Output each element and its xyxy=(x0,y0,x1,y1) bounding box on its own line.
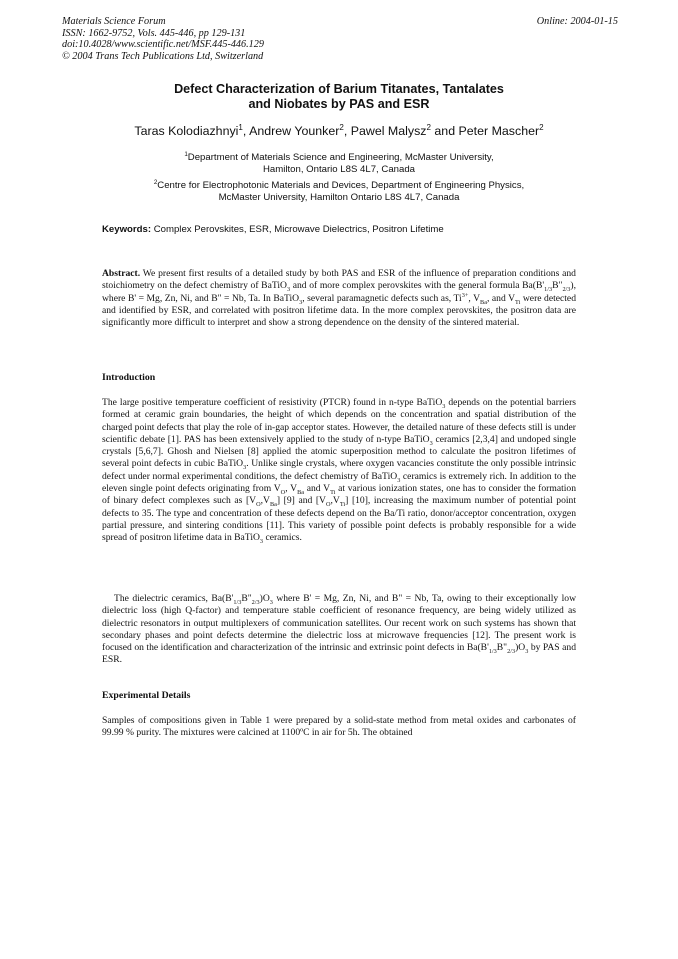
author-list: Taras Kolodiazhnyi$^1$, Andrew Younker$^2$, Pawel Malysz$^2$ and Peter Mascher$^2$ xyxy=(134,122,544,138)
subscript: 3 xyxy=(286,286,291,294)
text-run: B" xyxy=(241,593,252,604)
text-run: The dielectric ceramics, Ba(B' xyxy=(114,593,234,604)
experimental-details-heading: Experimental Details xyxy=(102,690,191,701)
subscript: 2/3 xyxy=(562,286,571,294)
subscript: Ti xyxy=(330,488,336,496)
text-run: ] [10], increasing the maximum number of potential point defects to 35. The type and concentration of these defects depend on the Ba/Ti ratio, donor/acceptor concentration, oxygen partial pressure, and sintering conditions [11]. This variety of possible point defects is probably responsible for a wide spread of positron lifetime data in BaTiO xyxy=(102,495,576,544)
text-run: where B' = Mg, Zn, Ni, and B" = Nb, Ta, owing to their exceptionally low dielectric loss (high Q-factor) and temperature stable coefficient of resonance frequency, are being widely utilized as dielectric resonators in output multiplexers of communication satellites. Our recent work on such systems has shown that secondary phases and point defects determine the dielectric loss at microwave frequencies [12]. The present work is focused on the identification and characterization of the intrinsic and extrinsic point defects in Ba(B' xyxy=(102,593,576,654)
author-name: Taras Kolodiazhnyi xyxy=(134,124,239,138)
author-affiliation-mark: 2 xyxy=(426,122,431,132)
abstract-label: Abstract. xyxy=(102,268,141,279)
subscript: 3 xyxy=(429,439,433,447)
title-line-2: and Niobates by PAS and ESR xyxy=(248,97,430,111)
subscript: O xyxy=(280,488,286,496)
text-run: ,V xyxy=(260,495,270,507)
copyright-line: © 2004 Trans Tech Publications Ltd, Switzerland xyxy=(62,50,264,62)
author-name: Pawel Malysz xyxy=(350,124,427,138)
affiliation-line: Centre for Electrophotonic Materials and Devices, Department of Engineering Physics, xyxy=(157,180,525,191)
text-run: )O xyxy=(515,642,526,654)
introduction-paragraph-2 xyxy=(102,593,576,667)
subscript: 3 xyxy=(269,598,273,606)
author-name: Andrew Younker xyxy=(249,124,340,138)
text-run: by PAS and ESR. xyxy=(102,642,576,666)
text-run: B" xyxy=(552,280,563,292)
affiliation-number: 1 xyxy=(184,150,188,158)
text-run: ceramics is extremely rich. In addition to the eleven single point defects originating from V xyxy=(102,470,577,495)
subscript: Ba xyxy=(480,298,487,306)
author-affiliation-mark: 1 xyxy=(238,122,243,132)
keywords xyxy=(102,224,622,236)
journal-header xyxy=(62,16,618,62)
affiliation-line: Department of Materials Science and Engineering, McMaster University, xyxy=(187,152,494,163)
journal-name: Materials Science Forum xyxy=(62,16,166,27)
text-run: , several paramagnetic defects such as, Ti xyxy=(302,292,462,304)
superscript: 3+ xyxy=(461,291,469,299)
subscript: Ti xyxy=(515,298,521,306)
introduction-heading: Introduction xyxy=(102,372,156,383)
text-run: ), where B' = Mg, Zn, Ni, and B" = Nb, Ta. In BaTiO xyxy=(102,280,576,304)
experimental-paragraph: Samples of compositions given in Table 1 were prepared by a solid-state method from metal oxides and carbonates of 99.99 % purity. The mixtures were calcined at 1100ºC in air for 5h. The obtained xyxy=(102,715,576,739)
affiliation-line: Hamilton, Ontario L8S 4L7, Canada xyxy=(263,163,415,175)
text-run: depends on the potential barriers formed at ceramic grain boundaries, the height of which depends on the concentration and spatial distribution of the charged point defects that play the role of in-gap acceptor states. However, the detailed nature of these defects still is under scientific debate [1]. PAS has been extensively applied to the study of n-type BaTiO xyxy=(102,397,576,445)
keywords-label: Keywords: xyxy=(102,224,152,235)
text-run: The large positive temperature coefficient of resistivity (PTCR) found in n-type BaTiO xyxy=(102,397,443,408)
text-run: ,V xyxy=(330,495,340,507)
subscript: Ba xyxy=(297,488,304,496)
author-affiliation-mark: 2 xyxy=(339,122,344,132)
text-run: ceramics. xyxy=(263,532,302,544)
text-run: , and V xyxy=(486,292,516,304)
author-affiliation-mark: 2 xyxy=(539,122,544,132)
subscript: O xyxy=(326,501,331,509)
introduction-paragraph-1 xyxy=(102,397,576,545)
issn-line: ISSN: 1662-9752, Vols. 445-446, pp 129-131 xyxy=(62,27,246,39)
text-run: at various ionization states, one has to consider the formation of binary defect complexes such as [V xyxy=(102,483,576,507)
affiliation-2 xyxy=(60,180,618,203)
subscript: 1/3 xyxy=(544,286,553,294)
text-run: ceramics [2,3,4] and undoped single crystals [5,6,7]. Ghosh and Nielsen [8] applied the atomic superposition method to calculate the positron lifetimes of several point defects in cubic BaTiO xyxy=(102,433,576,470)
subscript: 3 xyxy=(525,648,529,656)
paper-title xyxy=(60,82,618,112)
keywords-text: Complex Perovskites, ESR, Microwave Dielectrics, Positron Lifetime xyxy=(153,224,444,235)
text-run: )O xyxy=(259,593,270,604)
author-name: Peter Mascher xyxy=(458,124,540,138)
text-run: ] [9] and [V xyxy=(276,495,326,507)
affiliation-line: McMaster University, Hamilton Ontario L8S 4L7, Canada xyxy=(218,191,460,203)
subscript: 1/3 xyxy=(488,648,497,656)
subscript: O xyxy=(256,501,261,509)
text-run: and V xyxy=(304,483,331,495)
subscript: 3 xyxy=(397,476,401,484)
subscript: Ti xyxy=(339,501,346,509)
affiliation-1 xyxy=(60,152,618,175)
text-run: . Unlike single crystals, where oxygen vacancies constitute the only possible intrinsic defect under normal experimental conditions, the defect chemistry of BaTiO xyxy=(102,458,576,482)
title-line-1: Defect Characterization of Barium Titanates, Tantalates xyxy=(174,82,504,96)
subscript: 3 xyxy=(259,538,264,546)
subscript: 3 xyxy=(442,402,446,410)
subscript: 3 xyxy=(299,298,303,306)
text-run: , V xyxy=(285,483,298,495)
subscript: 2/3 xyxy=(507,648,516,656)
text-run: were detected and identified by ESR, and correlated with positron lifetime data. In the more complex perovskites, the positron data are significantly more difficult to interpret and show a strong dependence on the density of the sintered material. xyxy=(102,292,576,329)
text-run: and of more complex perovskites with the general formula Ba(B' xyxy=(290,280,545,292)
subscript: 3 xyxy=(243,464,247,472)
text-run: B" xyxy=(496,642,508,654)
abstract xyxy=(102,268,576,329)
subscript: 1/3 xyxy=(233,598,242,606)
text-run: , V xyxy=(468,292,481,304)
subscript: Ba xyxy=(269,501,277,509)
online-date: Online: 2004-01-15 xyxy=(536,16,618,27)
text-run: We present first results of a detailed study by both PAS and ESR of the influence of preparation conditions and stoichiometry on the defect chemistry of BaTiO xyxy=(102,268,576,292)
affiliation-number: 2 xyxy=(153,178,158,186)
doi-line: doi:10.4028/www.scientific.net/MSF.445-446.129 xyxy=(62,39,264,51)
subscript: 2/3 xyxy=(251,598,260,606)
